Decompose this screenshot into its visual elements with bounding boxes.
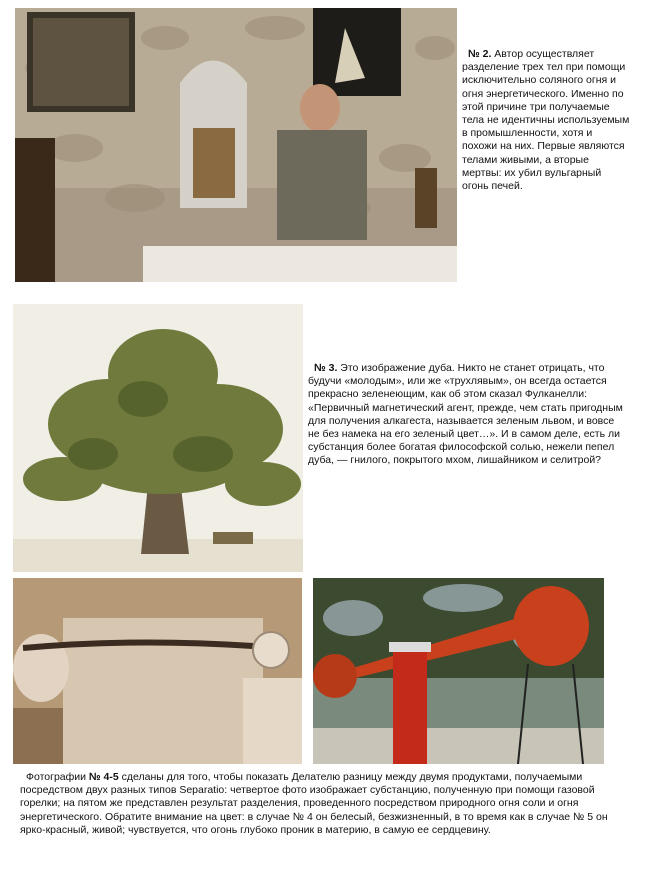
- caption-text: сделаны для того, чтобы показать Делателю разницу между двумя продуктами, получаемыми посредством двух разных типов Separatio: четвертое фото изображает субстанцию, полученную при помощи газовой горелки; на пятом же представлен результат разделения, проведенного посредством природного огня соли и огня энергетического. Обратите внимание на цвет: в случае № 4 он белесый, безжизненный, в то время как в случае № 5 он ярко-красный, живой; чувствуется, что огонь глубоко проник в материю, в самую ее сердцевину.: [20, 771, 608, 836]
- caption-text: Это изображение дуба. Никто не станет отрицать, что будучи «молодым», или же «трухлявым», он всегда остается прекрасно зеленеющим, как об этом сказал Фулканелли: «Первичный магнетический агент, прежде, чем стать пригодным для получения алкагеста, называется зеленым львом, и вовсе не без намека на его зеленый цвет…». И в самом деле, есть ли субстанция более богатая философской солью, нежели пепел дуба, — гнилого, покрытого мхом, лишайником и селитрой?: [308, 362, 623, 467]
- caption-photos-4-5: [20, 771, 632, 837]
- caption-photo-2: [462, 48, 630, 193]
- caption-photo-3: [308, 362, 624, 468]
- photo-red-retort: [313, 578, 604, 764]
- photo-alchemist-workbench: [15, 8, 457, 282]
- caption-text: Автор осуществляет разделение трех тел при помощи исключительно соляного огня и огня энергетического. Именно по этой причине три получаемые тела не идентичны используемым в промышленности, хотя и похожи на них. Первые являются телами живыми, а вторые мертвы: их убил вульгарный огонь печей.: [462, 48, 630, 193]
- caption-number: № 3.: [314, 362, 338, 374]
- caption-number: № 4-5: [88, 771, 119, 783]
- photo-white-substance: [13, 578, 302, 764]
- caption-prefix: Фотографии: [26, 771, 89, 783]
- photo-oak-tree: [13, 304, 303, 572]
- caption-number: № 2.: [468, 48, 492, 60]
